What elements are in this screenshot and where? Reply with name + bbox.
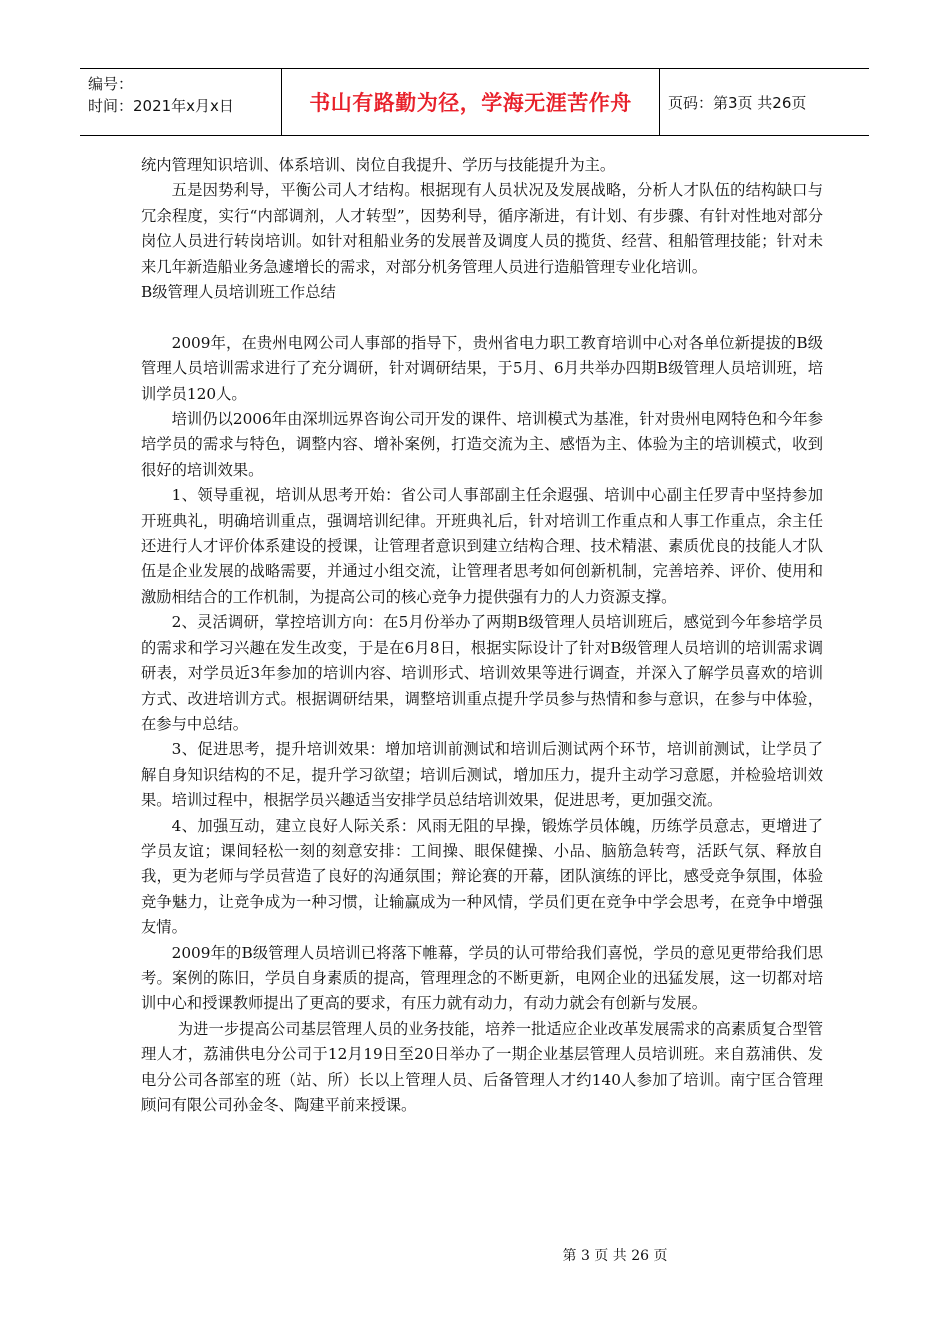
paragraph: 2、灵活调研，掌控培训方向：在5月份举办了两期B级管理人员培训班后，感觉到今年参培学员的需求和学习兴趣在发生改变，于是在6月8日，根据实际设计了针对B级管理人员培训的培训需求调研表，对学员近3年参加的培训内容、培训形式、培训效果等进行调查，并深入了解学员喜欢的培训方式、改进培训方式。根据调研结果，调整培训重点提升学员参与热情和参与意识，在参与中体验，在参与中总结。 — [141, 613, 823, 733]
blank-line — [141, 305, 823, 330]
document-body — [141, 153, 823, 1118]
page-footer: 第 3 页 共 26 页 — [562, 1248, 668, 1264]
paragraph: 1、领导重视，培训从思考开始：省公司人事部副主任余遐强、培训中心副主任罗青中坚持参加开班典礼，明确培训重点，强调培训纪律。开班典礼后，针对培训工作重点和人事工作重点，余主任还进行人才评价体系建设的授课，让管理者意识到建立结构合理、技术精湛、素质优良的技能人才队伍是企业发展的战略需要，并通过小组交流，让管理者思考如何创新机制，完善培养、评价、使用和激励相结合的工作机制，为提高公司的核心竞争力提供强有力的人力资源支撑。 — [141, 486, 823, 606]
number-label: 编号： — [88, 75, 134, 93]
header-page-label: 页码：第3页 共26页 — [668, 93, 807, 112]
paragraph: 2009年的B级管理人员培训已将落下帷幕，学员的认可带给我们喜悦，学员的意见更带给我们思考。案例的陈旧，学员自身素质的提高，管理理念的不断更新，电网企业的迅猛发展，这一切都对培训中心和授课教师提出了更高的要求，有压力就有动力，有动力就会有创新与发展。 — [141, 943, 823, 1013]
paragraph: 五是因势利导，平衡公司人才结构。根据现有人员状况及发展战略，分析人才队伍的结构缺口与冗余程度，实行“内部调剂，人才转型”，因势利导，循序渐进，有计划、有步骤、有针对性地对部分岗位人员进行转岗培训。如针对租船业务的发展普及调度人员的揽货、经营、租船管理技能；针对未来几年新造船业务急遽增长的需求，对部分机务管理人员进行造船管理专业化培训。 — [141, 181, 823, 276]
paragraph: 培训仍以2006年由深圳远界咨询公司开发的课件、培训模式为基准，针对贵州电网特色和今年参培学员的需求与特色，调整内容、增补案例，打造交流为主、感悟为主、体验为主的培训模式，收到很好的培训效果。 — [141, 410, 823, 479]
paragraph: 2009年，在贵州电网公司人事部的指导下，贵州省电力职工教育培训中心对各单位新提拔的B级管理人员培训需求进行了充分调研，针对调研结果，于5月、6月共举办四期B级管理人员培训班，培训学员120人。 — [141, 333, 823, 403]
paragraph: 3、促进思考，提升培训效果：增加培训前测试和培训后测试两个环节，培训前测试，让学员了解自身知识结构的不足，提升学习欲望；培训后测试，增加压力，提升主动学习意愿，并检验培训效果。培训过程中，根据学员兴趣适当安排学员总结培训效果，促进思考，更加强交流。 — [141, 740, 823, 810]
date-label: 时间：2021年x月x日 — [88, 97, 234, 115]
header-meta — [80, 69, 282, 135]
paragraph: 统内管理知识培训、体系培训、岗位自我提升、学历与技能提升为主。 — [141, 156, 616, 174]
header-motto: 书山有路勤为径，学海无涯苦作舟 — [282, 69, 660, 135]
paragraph: 为进一步提高公司基层管理人员的业务技能，培养一批适应企业改革发展需求的高素质复合型管理人才，荔浦供电分公司于12月19日至20日举办了一期企业基层管理人员培训班。来自荔浦供、发电分公司各部室的班（站、所）长以上管理人员、后备管理人才约140人参加了培训。南宁匡合管理顾问有限公司孙金冬、陶建平前来授课。 — [141, 1019, 823, 1115]
paragraph: 4、加强互动，建立良好人际关系：风雨无阻的早操，锻炼学员体魄，历练学员意志，更增进了学员友谊；课间轻松一刻的刻意安排：工间操、眼保健操、小品、脑筋急转弯，活跃气氛、释放自我，更为老师与学员营造了良好的沟通氛围；辩论赛的开幕，团队演练的评比，感受竞争氛围，体验竞争魅力，让竞争成为一种习惯，让输赢成为一种风情，学员们更在竞争中学会思考，在竞争中增强友情。 — [141, 816, 823, 937]
page-header — [80, 68, 869, 136]
section-title: B级管理人员培训班工作总结 — [141, 283, 336, 302]
